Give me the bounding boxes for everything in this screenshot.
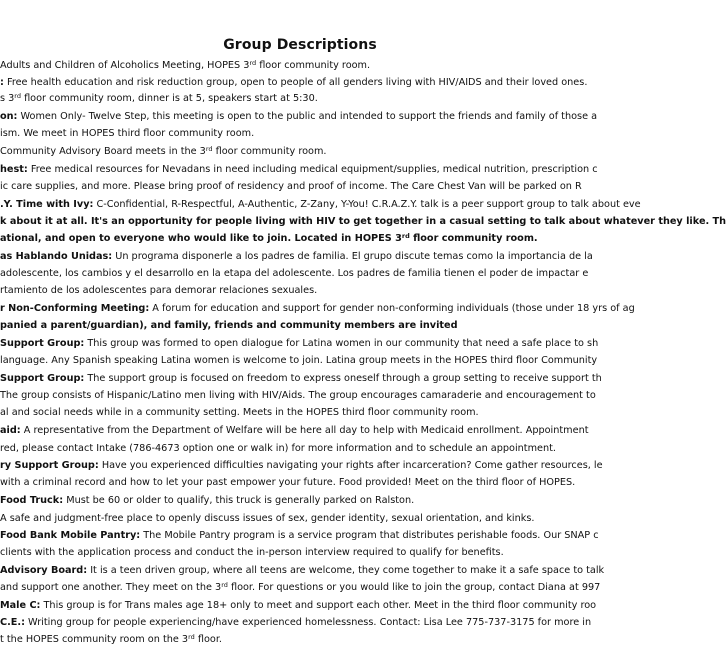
description-text: Un programa disponerle a los padres de familia. El grupo discute temas como la importancia de la (112, 251, 593, 262)
description-line (0, 338, 598, 349)
ordinal-suffix: rd (188, 633, 195, 641)
description-line (0, 373, 602, 384)
description-text: A forum for education and support for gender non-conforming individuals (those under 18 yrs of ag (149, 303, 635, 314)
description-text: floor community room. (409, 233, 538, 244)
description-text: panied a parent/guardian), and family, friends and community members are invited (0, 320, 458, 331)
description-line (0, 146, 326, 157)
description-text: The Mobile Pantry program is a service program that distributes perishable foods. Our SNAP c (140, 530, 599, 541)
description-text: rtamiento de los adolescentes para demorar relaciones sexuales. (0, 285, 318, 296)
description-line (0, 268, 588, 279)
description-text: floor community room, dinner is at 5, speakers start at 5:30. (20, 93, 318, 104)
description-text: Free medical resources for Nevadans in need including medical equipment/supplies, medical nutrition, prescription c (27, 164, 598, 175)
description-text: k about it at all. It's an opportunity for people living with HIV to get together in a casual setting to talk about whatever they like. Th (0, 216, 726, 227)
group-name: : (0, 77, 4, 88)
description-line (0, 443, 556, 454)
description-line (0, 251, 593, 262)
description-line (0, 128, 254, 139)
description-line (0, 425, 589, 436)
description-text: The support group is focused on freedom to express oneself through a group setting to receive support th (84, 373, 602, 384)
group-name: on: (0, 111, 18, 122)
description-text: Have you experienced difficulties navigating your rights after incarceration? Come gather resources, le (98, 460, 603, 471)
group-name: Male C: (0, 600, 41, 611)
group-name: Advisory Board: (0, 565, 88, 576)
description-line (0, 93, 318, 104)
group-name: Support Group: (0, 338, 85, 349)
ordinal-suffix: rd (205, 145, 213, 153)
group-name: ry Support Group: (0, 460, 99, 471)
description-line (0, 355, 597, 366)
description-text: clients with the application process and conduct the in-person interview required to qualify for benefits. (0, 547, 504, 558)
group-name: Support Group: (0, 373, 85, 384)
description-text: Adults and Children of Alcoholics Meeting, HOPES 3 (0, 60, 250, 71)
description-text: A safe and judgment-free place to openly discuss issues of sex, gender identity, sexual orientation, and kinks. (0, 513, 535, 524)
group-name: .Y. Time with Ivy: (0, 199, 94, 210)
description-line (0, 320, 458, 331)
description-text: This group was formed to open dialogue for Latina women in our community that need a safe place to sh (84, 338, 599, 349)
description-line (0, 216, 726, 227)
description-text: ational, and open to everyone who would like to join. Located in HOPES 3 (0, 233, 402, 244)
description-line (0, 477, 575, 488)
ordinal-suffix: rd (401, 232, 410, 240)
description-text: C-Confidential, R-Respectful, A-Authentic, Z-Zany, Y-You! C.R.A.Z.Y. talk is a peer support group to talk about eve (93, 199, 641, 210)
description-line (0, 181, 582, 192)
description-line (0, 460, 603, 471)
description-text: floor. For questions or you would like to join the group, contact Diana at 997 (227, 582, 601, 593)
description-text: s 3 (0, 93, 15, 104)
group-name: Food Truck: (0, 495, 64, 506)
description-text: This group is for Trans males age 18+ only to meet and support each other. Meet in the third floor community roo (40, 600, 597, 611)
description-line (0, 407, 479, 418)
page-title: Group Descriptions (223, 37, 377, 53)
description-text: t the HOPES community room on the 3 (0, 634, 189, 645)
group-name: aid: (0, 425, 21, 436)
description-text: red, please contact Intake (786-4673 option one or walk in) for more information and to schedule an appointment. (0, 443, 556, 454)
description-line (0, 617, 591, 628)
ordinal-suffix: rd (221, 581, 228, 589)
description-text: Must be 60 or older to qualify, this truck is generally parked on Ralston. (63, 495, 415, 506)
description-line (0, 547, 504, 558)
description-text: language. Any Spanish speaking Latina women is welcome to join. Latina group meets in the HOPES third floor Community (0, 355, 598, 366)
description-line (0, 233, 538, 244)
description-line (0, 513, 535, 524)
description-text: with a criminal record and how to let your past empower your future. Food provided! Meet on the third floor of HOPES. (0, 477, 576, 488)
description-line (0, 199, 641, 210)
description-text: floor community room. (212, 146, 327, 157)
description-text: floor community room. (256, 60, 371, 71)
group-name: r Non-Conforming Meeting: (0, 303, 150, 314)
description-text: adolescente, los cambios y el desarrollo en la etapa del adolescente. Los padres de familia tienen el poder de impactar e (0, 268, 589, 279)
ordinal-suffix: rd (249, 59, 257, 67)
description-line (0, 600, 596, 611)
description-text: ism. We meet in HOPES third floor community room. (0, 128, 255, 139)
description-line (0, 565, 604, 576)
description-line (0, 530, 599, 541)
description-line (0, 303, 635, 314)
description-text: Community Advisory Board meets in the 3 (0, 146, 206, 157)
description-line (0, 77, 587, 88)
description-text: ic care supplies, and more. Please bring proof of residency and proof of income. The Care Chest Van will be parked on R (0, 181, 582, 192)
description-line (0, 285, 317, 296)
description-line (0, 164, 598, 175)
group-name: hest: (0, 164, 28, 175)
description-line (0, 582, 600, 593)
description-line (0, 111, 597, 122)
description-text: A representative from the Department of Welfare will be here all day to help with Medicaid enrollment. Appointment (20, 425, 589, 436)
description-line (0, 495, 414, 506)
group-name: Food Bank Mobile Pantry: (0, 530, 141, 541)
group-name: as Hablando Unidas: (0, 251, 113, 262)
description-text: The group consists of Hispanic/Latino men living with HIV/Aids. The group encourages camaraderie and encouragement to (0, 390, 596, 401)
ordinal-suffix: rd (14, 92, 21, 100)
description-line (0, 390, 596, 401)
description-line (0, 634, 222, 645)
description-text: Writing group for people experiencing/have experienced homelessness. Contact: Lisa Lee 775-737-3175 for more in (24, 617, 592, 628)
description-text: Free health education and risk reduction group, open to people of all genders living with HIV/AIDS and their loved ones. (3, 77, 588, 88)
description-text: It is a teen driven group, where all teens are welcome, they come together to make it a safe space to talk (87, 565, 605, 576)
description-text: floor. (194, 634, 222, 645)
group-name: C.E.: (0, 617, 25, 628)
description-text: al and social needs while in a community setting. Meets in the HOPES third floor community room. (0, 407, 479, 418)
description-line (0, 60, 370, 71)
description-text: and support one another. They meet on the 3 (0, 582, 222, 593)
description-text: Women Only- Twelve Step, this meeting is open to the public and intended to support the friends and family of those a (17, 111, 598, 122)
